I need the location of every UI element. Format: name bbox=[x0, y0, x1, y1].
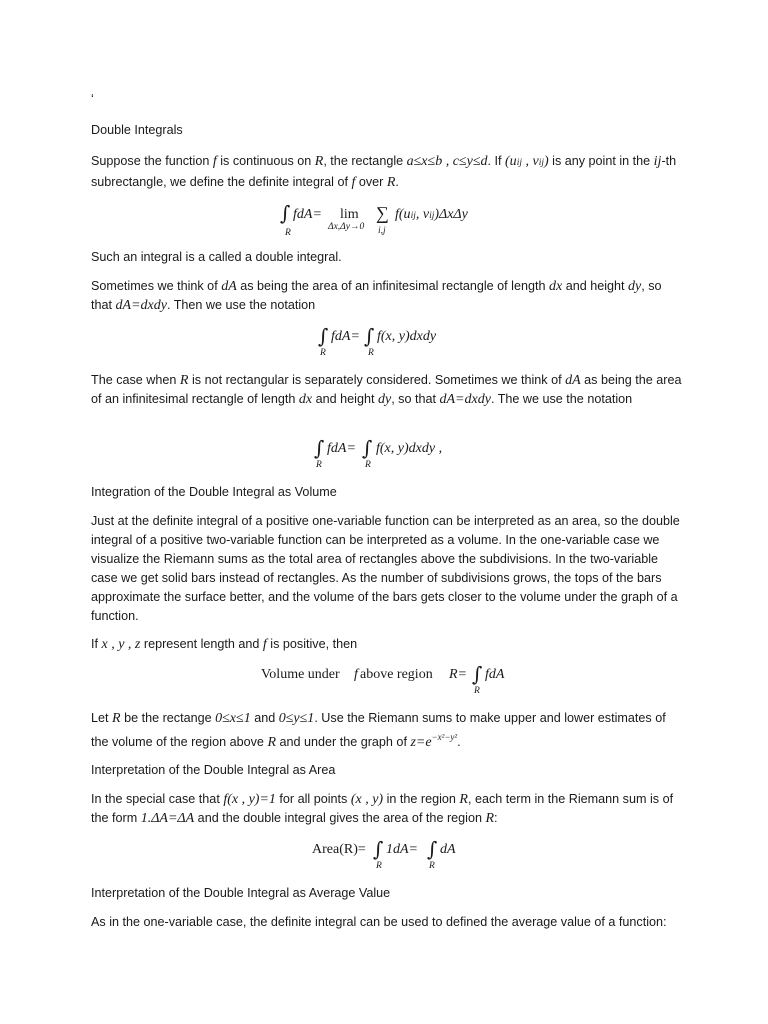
paragraph-volume: Just at the definite integral of a positive one-variable function can be interpreted as an area, so the double integral of a positive two-variable function can be interpreted as a volume. In the one-variable case we visualize the Riemann sums as the total area of rectangles above the subdivisions. In the two-variable case we get solid bars instead of rectangles. As the number of subdivisions grows, the tops of the bars approximate the surface better, and the volume of the bars gets closer to the volume under the graph of a function. bbox=[91, 514, 680, 623]
paragraph-exercise: Let R be the rectange 0≤x≤1 and 0≤y≤1. Use the Riemann sums to make upper and lower estimates of the volume of the region above R and under the graph of $z=e^{-x^2-y^2}$. bbox=[91, 711, 666, 750]
paragraph-positive: If x , y , z represent length and f is positive, then bbox=[91, 637, 358, 652]
paragraph-definition: Suppose the function f is continuous on R, the rectangle a≤x≤b , c≤y≤d. If (uij , vij) is any point in the ij-th subrectangle, we define the definite integral of f over R. bbox=[91, 154, 677, 190]
paragraph-non-rectangular: The case when R is not rectangular is separately considered. Sometimes we think of dA as being the area of an infinitesimal rectangle of length dx and height dy, so that dA=dxdy. The we use the notation bbox=[91, 373, 682, 407]
heading-volume: Integration of the Double Integral as Volume bbox=[91, 485, 337, 499]
heading-double-integrals: Double Integrals bbox=[91, 123, 183, 137]
heading-area: Interpretation of the Double Integral as Area bbox=[91, 763, 336, 777]
heading-average: Interpretation of the Double Integral as Average Value bbox=[91, 886, 391, 900]
paragraph-area: In the special case that f(x , y)=1 for all points (x , y) in the region R, each term in the Riemann sum is of the form 1.ΔA=ΔA and the double integral gives the area of the region R: bbox=[91, 792, 674, 826]
document-page: ‘ Double Integrals Suppose the function f is continuous on R, the rectangle a≤x≤b , c≤y≤d. If (uij , vij) is any point in the ij-th subrectangle, we define the definite integral of f over R. ∫ R fdA= lim Δx,Δy→0 ∑ i,j f(uij, vij)ΔxΔy Such an integral is a called a double integral. Sometimes we think of dA as being the area of an infinitesimal rectangle of length dx and height dy, so that dA=dxdy. Then we use the notation ∫ R fdA= ∫ R f(x, y)dxdy The case when R is not rectangular is separately considered. Sometimes we think of dA as being the area of an infinitesimal rectangle of length dx and height dy, so that dA=dxdy. The we use the notation ∫ R fdA= ∫ R f(x, y)dxdy , Integration of the Double Integral as Volume Just at the definite integral of a positive one-variable function can be interpreted as an area, so the double integral of a positive two-variable function can be interpreted as a volume. In the one-variable case we visualize the Riemann sums as the total area of rectangles above the subdivisions. In the two-variable case we get solid bars instead of rectangles. As the number of subdivisions grows, the tops of the bars approximate the surface better, and the volume of the bars gets closer to the volume under the graph of a function. If x , y , z represent length and f is positive, then Volume under f above region R= ∫ R fdA Let R be the rectange 0≤x≤1 and 0≤y≤1. Use the Riemann sums to make upper and lower estimates of the volume of the region above R and under the graph of $z=e^{-x^2-y^2}$. Interpretation of the Double Integral as Area In the special case that f(x , y)=1 for all points (x , y) in the region R, each term in the Riemann sum is of the form 1.ΔA=ΔA and the double integral gives the area of the region R: Area(R)= ∫ R 1dA= ∫ R dA Interpretation of the Double Integral as Average Value As in the one-variable case, the definite integral can be used to defined the average value of a function: bbox=[0, 0, 768, 1024]
paragraph-notation: Sometimes we think of dA as being the area of an infinitesimal rectangle of length dx and height dy, so that dA=dxdy. Then we use the notation bbox=[91, 279, 662, 313]
stray-mark: ‘ bbox=[91, 92, 94, 106]
paragraph-average: As in the one-variable case, the definite integral can be used to defined the average value of a function: bbox=[91, 915, 667, 929]
paragraph-double-integral-note: Such an integral is a called a double integral. bbox=[91, 250, 342, 264]
